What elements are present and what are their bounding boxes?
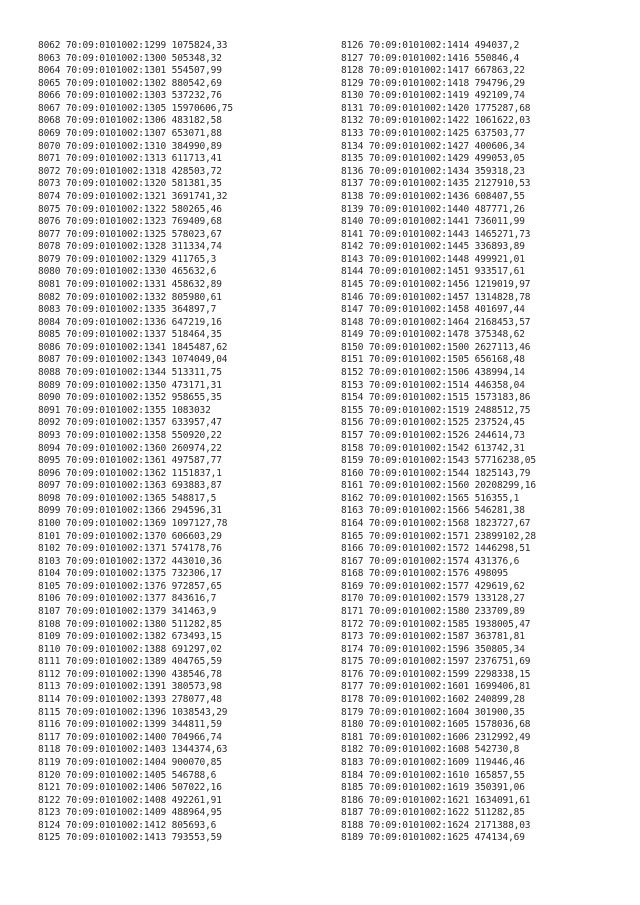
list-item: 8132 70:09:0101002:1422 1061622,03 <box>341 115 531 127</box>
list-item: 8137 70:09:0101002:1435 2127910,53 <box>341 178 531 190</box>
list-item: 8187 70:09:0101002:1622 511282,85 <box>341 807 525 819</box>
list-item: 8140 70:09:0101002:1441 736011,99 <box>341 216 525 228</box>
list-item: 8122 70:09:0101002:1408 492261,91 <box>38 794 222 806</box>
list-item: 8158 70:09:0101002:1542 613742,31 <box>341 442 525 454</box>
list-item: 8169 70:09:0101002:1577 429619,62 <box>341 580 525 592</box>
list-item: 8085 70:09:0101002:1337 518464,35 <box>38 329 222 341</box>
list-item: 8161 70:09:0101002:1560 20208299,16 <box>341 480 536 492</box>
list-item: 8110 70:09:0101002:1388 691297,02 <box>38 643 222 655</box>
list-item: 8062 70:09:0101002:1299 1075824,33 <box>38 40 228 51</box>
list-item: 8099 70:09:0101002:1366 294596,31 <box>38 505 222 517</box>
list-item: 8108 70:09:0101002:1380 511282,85 <box>38 618 222 630</box>
list-item: 8102 70:09:0101002:1371 574178,76 <box>38 543 222 555</box>
list-item: 8124 70:09:0101002:1412 805693,6 <box>38 819 217 831</box>
list-item: 8141 70:09:0101002:1443 1465271,73 <box>341 228 531 240</box>
list-item: 8128 70:09:0101002:1417 667863,22 <box>341 65 525 77</box>
list-item: 8160 70:09:0101002:1544 1825143,79 <box>341 467 531 479</box>
list-item: 8130 70:09:0101002:1419 492109,74 <box>341 90 525 102</box>
list-item: 8067 70:09:0101002:1305 15970606,75 <box>38 102 233 114</box>
list-item: 8147 70:09:0101002:1458 401697,44 <box>341 304 525 316</box>
list-item: 8162 70:09:0101002:1565 516355,1 <box>341 492 520 504</box>
list-item: 8175 70:09:0101002:1597 2376751,69 <box>341 656 531 668</box>
list-item: 8182 70:09:0101002:1608 542730,8 <box>341 744 520 756</box>
list-item: 8081 70:09:0101002:1331 458632,89 <box>38 278 222 290</box>
list-item: 8151 70:09:0101002:1505 656168,48 <box>341 354 525 366</box>
list-item: 8157 70:09:0101002:1526 244614,73 <box>341 429 525 441</box>
list-item: 8150 70:09:0101002:1500 2627113,46 <box>341 341 531 353</box>
list-item: 8142 70:09:0101002:1445 336893,89 <box>341 241 525 253</box>
right-column-list <box>341 40 631 845</box>
list-item: 8104 70:09:0101002:1375 732306,17 <box>38 568 222 580</box>
list-item: 8120 70:09:0101002:1405 546788,6 <box>38 769 217 781</box>
list-item: 8189 70:09:0101002:1625 474134,69 <box>341 832 525 844</box>
list-item: 8071 70:09:0101002:1313 611713,41 <box>38 153 222 165</box>
list-item: 8095 70:09:0101002:1361 497587,77 <box>38 455 222 467</box>
list-item: 8092 70:09:0101002:1357 633957,47 <box>38 417 222 429</box>
list-item: 8171 70:09:0101002:1580 233709,89 <box>341 606 525 618</box>
list-item: 8064 70:09:0101002:1301 554507,99 <box>38 65 222 77</box>
list-item: 8116 70:09:0101002:1399 344811,59 <box>38 719 222 731</box>
list-item: 8134 70:09:0101002:1427 400606,34 <box>341 140 525 152</box>
list-item: 8125 70:09:0101002:1413 793553,59 <box>38 832 222 844</box>
left-column-list <box>38 40 338 845</box>
list-item: 8154 70:09:0101002:1515 1573183,86 <box>341 392 531 404</box>
list-item: 8139 70:09:0101002:1440 487771,26 <box>341 203 525 215</box>
list-item: 8126 70:09:0101002:1414 494037,2 <box>341 40 520 51</box>
list-item: 8080 70:09:0101002:1330 465632,6 <box>38 266 217 278</box>
list-item: 8170 70:09:0101002:1579 133128,27 <box>341 593 525 605</box>
list-item: 8183 70:09:0101002:1609 119446,46 <box>341 756 525 768</box>
list-item: 8094 70:09:0101002:1360 260974,22 <box>38 442 222 454</box>
list-item: 8117 70:09:0101002:1400 704966,74 <box>38 731 222 743</box>
list-item: 8111 70:09:0101002:1389 404765,59 <box>38 656 222 668</box>
list-item: 8144 70:09:0101002:1451 933517,61 <box>341 266 525 278</box>
list-item: 8093 70:09:0101002:1358 550920,22 <box>38 429 222 441</box>
list-item: 8096 70:09:0101002:1362 1151837,1 <box>38 467 222 479</box>
list-item: 8167 70:09:0101002:1574 431376,6 <box>341 555 520 567</box>
list-item: 8086 70:09:0101002:1341 1845487,62 <box>38 341 228 353</box>
list-item: 8129 70:09:0101002:1418 794796,29 <box>341 77 525 89</box>
list-item: 8119 70:09:0101002:1404 900070,85 <box>38 756 222 768</box>
list-item: 8068 70:09:0101002:1306 483182,58 <box>38 115 222 127</box>
list-item: 8066 70:09:0101002:1303 537232,76 <box>38 90 222 102</box>
list-item: 8107 70:09:0101002:1379 341463,9 <box>38 606 217 618</box>
list-item: 8100 70:09:0101002:1369 1097127,78 <box>38 517 228 529</box>
list-item: 8165 70:09:0101002:1571 23899102,28 <box>341 530 536 542</box>
list-item: 8114 70:09:0101002:1393 278077,48 <box>38 694 222 706</box>
list-item: 8074 70:09:0101002:1321 3691741,32 <box>38 190 228 202</box>
list-item: 8087 70:09:0101002:1343 1074049,04 <box>38 354 228 366</box>
list-item: 8106 70:09:0101002:1377 843616,7 <box>38 593 217 605</box>
list-item: 8156 70:09:0101002:1525 237524,45 <box>341 417 525 429</box>
list-item: 8172 70:09:0101002:1585 1938005,47 <box>341 618 531 630</box>
list-item: 8176 70:09:0101002:1599 2298338,15 <box>341 668 531 680</box>
list-item: 8185 70:09:0101002:1619 350391,06 <box>341 782 525 794</box>
list-item: 8098 70:09:0101002:1365 548817,5 <box>38 492 217 504</box>
list-item: 8083 70:09:0101002:1335 364897,7 <box>38 304 217 316</box>
list-item: 8143 70:09:0101002:1448 499921,01 <box>341 253 525 265</box>
list-item: 8063 70:09:0101002:1300 505348,32 <box>38 52 222 64</box>
list-item: 8146 70:09:0101002:1457 1314828,78 <box>341 291 531 303</box>
list-item: 8180 70:09:0101002:1605 1578036,68 <box>341 719 531 731</box>
list-item: 8109 70:09:0101002:1382 673493,15 <box>38 631 222 643</box>
list-item: 8078 70:09:0101002:1328 311334,74 <box>38 241 222 253</box>
list-item: 8127 70:09:0101002:1416 550846,4 <box>341 52 520 64</box>
list-item: 8101 70:09:0101002:1370 606603,29 <box>38 530 222 542</box>
list-item: 8148 70:09:0101002:1464 2168453,57 <box>341 316 531 328</box>
list-item: 8153 70:09:0101002:1514 446358,04 <box>341 379 525 391</box>
list-item: 8070 70:09:0101002:1310 384990,89 <box>38 140 222 152</box>
list-item: 8073 70:09:0101002:1320 581381,35 <box>38 178 222 190</box>
list-item: 8133 70:09:0101002:1425 637503,77 <box>341 128 525 140</box>
list-item: 8072 70:09:0101002:1318 428503,72 <box>38 165 222 177</box>
list-item: 8089 70:09:0101002:1350 473171,31 <box>38 379 222 391</box>
list-item: 8115 70:09:0101002:1396 1038543,29 <box>38 706 228 718</box>
list-item: 8166 70:09:0101002:1572 1446298,51 <box>341 543 531 555</box>
list-item: 8112 70:09:0101002:1390 438546,78 <box>38 668 222 680</box>
list-item: 8131 70:09:0101002:1420 1775287,68 <box>341 102 531 114</box>
list-item: 8065 70:09:0101002:1302 880542,69 <box>38 77 222 89</box>
list-item: 8105 70:09:0101002:1376 972857,65 <box>38 580 222 592</box>
list-item: 8135 70:09:0101002:1429 499053,05 <box>341 153 525 165</box>
list-item: 8163 70:09:0101002:1566 546281,38 <box>341 505 525 517</box>
list-item: 8123 70:09:0101002:1409 488964,95 <box>38 807 222 819</box>
list-item: 8149 70:09:0101002:1478 375348,62 <box>341 329 525 341</box>
list-item: 8186 70:09:0101002:1621 1634091,61 <box>341 794 531 806</box>
list-item: 8168 70:09:0101002:1576 498095 <box>341 568 509 580</box>
list-item: 8103 70:09:0101002:1372 443010,36 <box>38 555 222 567</box>
list-item: 8084 70:09:0101002:1336 647219,16 <box>38 316 222 328</box>
list-item: 8088 70:09:0101002:1344 513311,75 <box>38 367 222 379</box>
list-item: 8181 70:09:0101002:1606 2312992,49 <box>341 731 531 743</box>
list-item: 8173 70:09:0101002:1587 363781,81 <box>341 631 525 643</box>
list-item: 8090 70:09:0101002:1352 958655,35 <box>38 392 222 404</box>
list-item: 8138 70:09:0101002:1436 608407,55 <box>341 190 525 202</box>
list-item: 8178 70:09:0101002:1602 240899,28 <box>341 694 525 706</box>
list-item: 8188 70:09:0101002:1624 2171388,03 <box>341 819 531 831</box>
list-item: 8174 70:09:0101002:1596 350805,34 <box>341 643 525 655</box>
list-item: 8177 70:09:0101002:1601 1699406,81 <box>341 681 531 693</box>
list-item: 8121 70:09:0101002:1406 507022,16 <box>38 782 222 794</box>
list-item: 8136 70:09:0101002:1434 359318,23 <box>341 165 525 177</box>
list-item: 8077 70:09:0101002:1325 578023,67 <box>38 228 222 240</box>
list-item: 8164 70:09:0101002:1568 1823727,67 <box>341 517 531 529</box>
list-item: 8184 70:09:0101002:1610 165857,55 <box>341 769 525 781</box>
list-item: 8082 70:09:0101002:1332 805980,61 <box>38 291 222 303</box>
list-item: 8118 70:09:0101002:1403 1344374,63 <box>38 744 228 756</box>
list-item: 8069 70:09:0101002:1307 653071,88 <box>38 128 222 140</box>
list-item: 8113 70:09:0101002:1391 380573,98 <box>38 681 222 693</box>
list-item: 8091 70:09:0101002:1355 1083032 <box>38 404 211 416</box>
list-item: 8179 70:09:0101002:1604 301900,35 <box>341 706 525 718</box>
list-item: 8076 70:09:0101002:1323 769409,68 <box>38 216 222 228</box>
list-item: 8097 70:09:0101002:1363 693883,87 <box>38 480 222 492</box>
list-item: 8145 70:09:0101002:1456 1219019,97 <box>341 278 531 290</box>
list-item: 8152 70:09:0101002:1506 438994,14 <box>341 367 525 379</box>
list-item: 8155 70:09:0101002:1519 2488512,75 <box>341 404 531 416</box>
list-item: 8079 70:09:0101002:1329 411765,3 <box>38 253 217 265</box>
list-item: 8159 70:09:0101002:1543 57716238,05 <box>341 455 536 467</box>
list-item: 8075 70:09:0101002:1322 580265,46 <box>38 203 222 215</box>
